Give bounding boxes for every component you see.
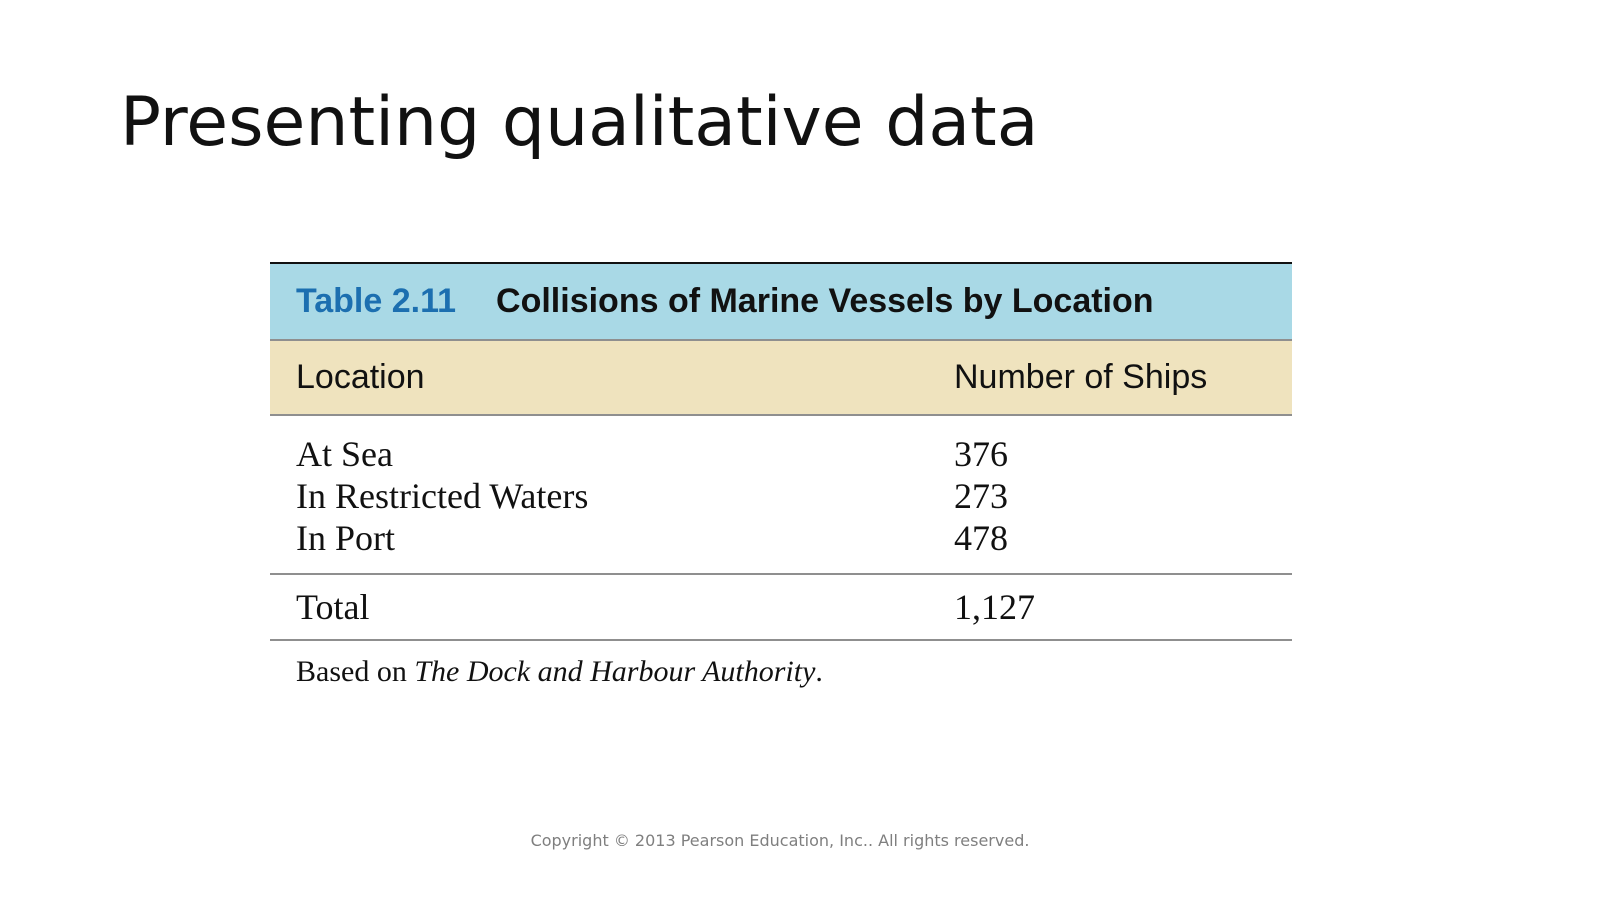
column-header-ships: Number of Ships bbox=[954, 358, 1208, 396]
table-body bbox=[270, 416, 1292, 575]
total-value: 1,127 bbox=[954, 587, 1035, 627]
copyright-notice: Copyright © 2013 Pearson Education, Inc.. All rights reserved. bbox=[530, 831, 1030, 850]
ships-cell: 273 bbox=[954, 476, 1008, 516]
location-cell: In Port bbox=[296, 518, 395, 558]
data-table bbox=[270, 262, 1292, 689]
source-prefix: Based on bbox=[296, 655, 415, 688]
table-row bbox=[270, 475, 1292, 517]
table-caption bbox=[270, 262, 1292, 339]
location-cell: At Sea bbox=[296, 434, 393, 474]
column-header-location: Location bbox=[296, 358, 425, 396]
total-label: Total bbox=[296, 587, 370, 627]
source-title: The Dock and Harbour Authority bbox=[414, 655, 816, 688]
table-row bbox=[270, 433, 1292, 475]
table-row bbox=[270, 517, 1292, 559]
slide-title: Presenting qualitative data bbox=[120, 83, 1039, 162]
table-header-row bbox=[270, 339, 1292, 416]
location-cell: In Restricted Waters bbox=[296, 476, 589, 516]
table-number: Table 2.11 bbox=[296, 282, 457, 320]
total-row bbox=[270, 575, 1292, 641]
source-suffix: . bbox=[815, 655, 823, 688]
source-note bbox=[270, 655, 1292, 689]
ships-cell: 376 bbox=[954, 434, 1008, 474]
table-caption-text: Collisions of Marine Vessels by Location bbox=[496, 282, 1154, 320]
ships-cell: 478 bbox=[954, 518, 1008, 558]
